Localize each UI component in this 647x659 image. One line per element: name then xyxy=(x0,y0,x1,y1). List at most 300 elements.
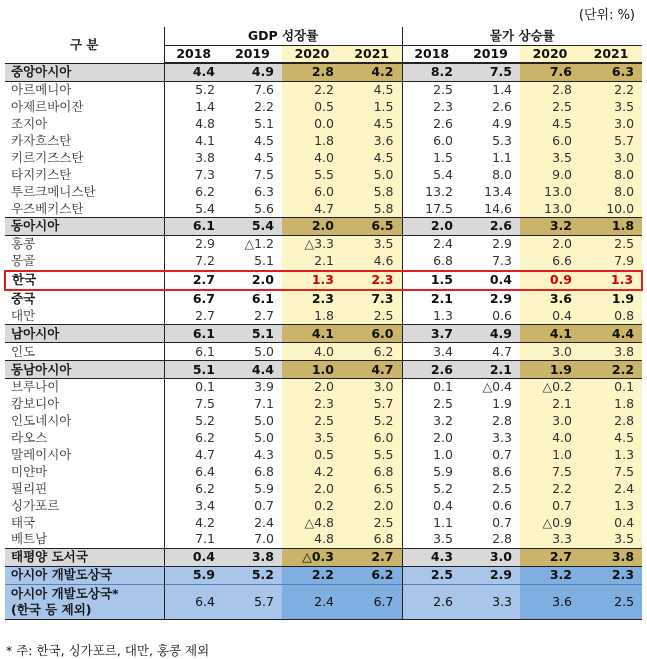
row-label: 캄보디아 xyxy=(5,396,164,413)
value-cell: 3.6 xyxy=(342,133,402,150)
row-label: 키르기즈스탄 xyxy=(5,149,164,166)
value-cell: 0.1 xyxy=(195,379,215,395)
value-cell: 0.0 xyxy=(282,116,342,133)
table-row xyxy=(5,396,642,413)
value-cell: 2.6 xyxy=(433,116,453,132)
table-row xyxy=(5,413,642,430)
value-cell: 2.0 xyxy=(282,379,342,396)
table-row xyxy=(5,271,642,290)
value-cell: 5.2 xyxy=(342,413,402,430)
value-cell: 0.1 xyxy=(580,379,642,396)
value-cell: 3.8 xyxy=(195,149,215,165)
value-cell: 2.9 xyxy=(492,236,512,252)
value-cell: 5.9 xyxy=(164,566,223,584)
value-cell: 0.1 xyxy=(433,379,453,395)
value-cell: 5.9 xyxy=(254,480,274,496)
value-cell: 3.3 xyxy=(492,430,512,446)
value-cell: 6.1 xyxy=(164,218,223,236)
value-cell: 2.7 xyxy=(520,548,580,566)
row-label: 싱가포르 xyxy=(5,497,164,514)
value-cell: 3.7 xyxy=(402,325,461,343)
value-cell: 8.0 xyxy=(580,166,642,183)
value-cell: 6.8 xyxy=(433,253,453,269)
value-cell: 2.9 xyxy=(461,566,520,584)
value-cell: 4.9 xyxy=(461,325,520,343)
value-cell: 5.1 xyxy=(164,361,223,379)
value-cell: 6.2 xyxy=(195,480,215,496)
value-cell: 3.2 xyxy=(520,218,580,236)
row-label: 라오스 xyxy=(5,430,164,447)
value-cell: 4.8 xyxy=(195,116,215,132)
value-cell: 5.7 xyxy=(223,584,282,619)
table-row xyxy=(5,531,642,548)
row-label: 미얀마 xyxy=(5,463,164,480)
value-cell: 1.3 xyxy=(580,271,642,290)
value-cell: 10.0 xyxy=(580,200,642,217)
growth-inflation-table-wrapper xyxy=(4,27,641,620)
value-cell: 5.3 xyxy=(492,133,512,148)
table-row xyxy=(5,166,642,183)
table-row xyxy=(5,81,642,98)
value-cell: 4.3 xyxy=(254,447,274,463)
value-cell: 2.2 xyxy=(520,480,580,497)
value-cell: 0.6 xyxy=(492,497,512,513)
value-cell: △4.8 xyxy=(282,514,342,531)
row-label: 말레이시아 xyxy=(5,447,164,464)
table-group-row xyxy=(5,63,642,81)
value-cell: 7.5 xyxy=(195,396,215,412)
footnote: * 주: 한국, 싱가포르, 대만, 홍콩 제외 xyxy=(6,643,210,658)
value-cell: 3.3 xyxy=(520,531,580,548)
value-cell: 3.6 xyxy=(520,290,580,308)
table-row xyxy=(5,183,642,200)
value-cell: 0.4 xyxy=(580,514,642,531)
value-cell: 2.0 xyxy=(282,218,342,236)
value-cell: 5.1 xyxy=(223,325,282,343)
value-cell: 6.3 xyxy=(254,183,274,199)
value-cell: 2.7 xyxy=(164,271,223,290)
value-cell: 2.1 xyxy=(461,361,520,379)
table-group-row xyxy=(5,325,642,343)
table-group-row xyxy=(5,566,642,584)
table-row xyxy=(5,307,642,324)
row-label: 한국 xyxy=(5,271,164,290)
value-cell: 6.6 xyxy=(520,253,580,271)
value-cell: 4.7 xyxy=(492,343,512,359)
value-cell: 2.7 xyxy=(195,307,215,323)
row-label: 태평양 도서국 xyxy=(5,548,164,566)
value-cell: 5.6 xyxy=(254,200,274,216)
value-cell: 4.7 xyxy=(195,447,215,463)
table-group-row xyxy=(5,584,642,619)
value-cell: △0.2 xyxy=(520,379,580,396)
value-cell: 3.5 xyxy=(342,235,402,252)
value-cell: 1.5 xyxy=(433,149,453,165)
value-cell: 2.8 xyxy=(492,413,512,429)
value-cell: 5.8 xyxy=(342,183,402,200)
value-cell: 5.5 xyxy=(342,447,402,464)
table-row xyxy=(5,447,642,464)
value-cell: 1.0 xyxy=(282,361,342,379)
value-cell: 2.3 xyxy=(342,271,402,290)
value-cell: 3.2 xyxy=(433,413,453,429)
value-cell: 5.2 xyxy=(195,82,215,98)
value-cell: 1.5 xyxy=(342,99,402,116)
value-cell: 1.5 xyxy=(402,271,461,290)
value-cell: 2.8 xyxy=(492,531,512,547)
table-row xyxy=(5,133,642,150)
value-cell: 2.5 xyxy=(492,480,512,496)
table-group-row xyxy=(5,548,642,566)
value-cell: 0.4 xyxy=(520,307,580,324)
value-cell: 17.5 xyxy=(425,200,453,216)
value-cell: 1.1 xyxy=(433,514,453,530)
row-label: 아시아 개발도상국 xyxy=(5,566,164,584)
value-cell: 1.1 xyxy=(492,149,512,165)
table-row xyxy=(5,379,642,396)
value-cell: 3.8 xyxy=(580,343,642,361)
value-cell: 6.2 xyxy=(195,430,215,446)
value-cell: 0.8 xyxy=(580,307,642,324)
year-header: 2021 xyxy=(580,46,642,64)
value-cell: 2.3 xyxy=(282,396,342,413)
value-cell: 1.0 xyxy=(520,447,580,464)
value-cell: △0.3 xyxy=(282,548,342,566)
value-cell: 2.2 xyxy=(580,81,642,98)
value-cell: 2.9 xyxy=(195,236,215,252)
value-cell: 2.1 xyxy=(282,253,342,271)
value-cell: 4.0 xyxy=(282,343,342,361)
value-cell: 1.3 xyxy=(580,497,642,514)
value-cell: 1.9 xyxy=(492,396,512,412)
row-label: 중앙아시아 xyxy=(5,63,164,81)
value-cell: 3.2 xyxy=(520,566,580,584)
value-cell: △3.3 xyxy=(282,235,342,252)
value-cell: 0.4 xyxy=(433,497,453,513)
value-cell: 0.4 xyxy=(461,271,520,290)
row-label: 투르크메니스탄 xyxy=(5,183,164,200)
value-cell: 8.2 xyxy=(402,63,461,81)
value-cell: 2.2 xyxy=(282,566,342,584)
value-cell: 6.4 xyxy=(195,463,215,479)
value-cell: 5.4 xyxy=(433,166,453,182)
value-cell: 4.5 xyxy=(342,81,402,98)
value-cell: 2.2 xyxy=(282,81,342,98)
value-cell: 0.7 xyxy=(520,497,580,514)
table-row xyxy=(5,343,642,361)
value-cell: 1.3 xyxy=(282,271,342,290)
value-cell: 7.1 xyxy=(254,396,274,412)
value-cell: 6.7 xyxy=(342,584,402,619)
value-cell: 1.9 xyxy=(520,361,580,379)
row-label: 홍콩 xyxy=(5,235,164,252)
value-cell: 3.3 xyxy=(461,584,520,619)
value-cell: 6.8 xyxy=(342,531,402,548)
value-cell: 7.6 xyxy=(254,82,274,98)
value-cell: 4.7 xyxy=(282,200,342,217)
value-cell: 3.4 xyxy=(433,343,453,359)
value-cell: 5.2 xyxy=(195,413,215,429)
value-cell: 4.2 xyxy=(195,514,215,530)
value-cell: 2.5 xyxy=(520,99,580,116)
value-cell: 4.4 xyxy=(580,325,642,343)
value-cell: 3.5 xyxy=(520,149,580,166)
value-cell: 3.0 xyxy=(520,413,580,430)
value-cell: 3.0 xyxy=(580,149,642,166)
value-cell: 3.0 xyxy=(520,343,580,361)
value-cell: △1.2 xyxy=(244,236,274,252)
value-cell: 13.4 xyxy=(484,183,512,199)
table-row xyxy=(5,116,642,133)
value-cell: 2.4 xyxy=(254,514,274,530)
value-cell: 13.0 xyxy=(520,183,580,200)
value-cell: 2.4 xyxy=(580,480,642,497)
value-cell: 6.2 xyxy=(195,183,215,199)
value-cell: 0.6 xyxy=(492,307,512,323)
value-cell: 3.8 xyxy=(223,548,282,566)
value-cell: 4.5 xyxy=(520,116,580,133)
value-cell: 6.2 xyxy=(342,566,402,584)
value-cell: 1.3 xyxy=(433,307,453,323)
value-cell: 7.3 xyxy=(492,253,512,269)
value-cell: 0.7 xyxy=(492,514,512,530)
value-cell: 2.5 xyxy=(282,413,342,430)
value-cell: 2.5 xyxy=(402,566,461,584)
value-cell: 2.7 xyxy=(254,307,274,323)
value-cell: 5.1 xyxy=(254,253,274,269)
value-cell: 2.6 xyxy=(492,99,512,115)
row-label: 인도네시아 xyxy=(5,413,164,430)
table-row xyxy=(5,514,642,531)
year-header: 2021 xyxy=(342,46,402,64)
value-cell: 2.5 xyxy=(580,584,642,619)
value-cell: 4.5 xyxy=(254,149,274,165)
value-cell: 2.6 xyxy=(402,584,461,619)
row-label: 동아시아 xyxy=(5,218,164,236)
value-cell: 3.5 xyxy=(282,430,342,447)
value-cell: 13.0 xyxy=(520,200,580,217)
row-label xyxy=(5,584,164,619)
value-cell: 2.1 xyxy=(520,396,580,413)
value-cell: 4.5 xyxy=(580,430,642,447)
value-cell: 3.0 xyxy=(461,548,520,566)
row-label: 우즈베키스탄 xyxy=(5,200,164,217)
value-cell: 6.2 xyxy=(342,343,402,361)
value-cell: 6.1 xyxy=(195,343,215,359)
unit-label: (단위: %) xyxy=(578,8,635,23)
value-cell: 4.3 xyxy=(402,548,461,566)
year-header: 2019 xyxy=(461,46,520,64)
table-row xyxy=(5,149,642,166)
growth-inflation-table xyxy=(4,27,643,620)
value-cell: 2.9 xyxy=(489,291,512,307)
row-label: 인도 xyxy=(5,343,164,361)
value-cell: 6.4 xyxy=(164,584,223,619)
table-row xyxy=(5,253,642,271)
value-cell: 6.1 xyxy=(164,325,223,343)
value-cell: 4.5 xyxy=(342,149,402,166)
value-cell: 3.6 xyxy=(520,584,580,619)
value-cell: 5.9 xyxy=(433,463,453,479)
value-cell: 0.7 xyxy=(492,447,512,463)
value-cell: 9.0 xyxy=(520,166,580,183)
value-cell: 2.8 xyxy=(520,81,580,98)
value-cell: 2.7 xyxy=(342,548,402,566)
value-cell: 1.4 xyxy=(492,82,512,98)
value-cell: 2.4 xyxy=(282,584,342,619)
value-cell: 6.0 xyxy=(342,430,402,447)
value-cell: 8.6 xyxy=(492,463,512,479)
value-cell: 7.1 xyxy=(195,531,215,547)
value-cell: 3.5 xyxy=(580,99,642,116)
value-cell: 4.0 xyxy=(282,149,342,166)
row-label-line: 아시아 개발도상국* xyxy=(11,585,119,601)
value-cell: 2.2 xyxy=(580,361,642,379)
row-label: 남아시아 xyxy=(5,325,164,343)
value-cell: △0.9 xyxy=(520,514,580,531)
value-cell: 1.9 xyxy=(580,290,642,308)
row-label: 필리핀 xyxy=(5,480,164,497)
row-label: 동남아시아 xyxy=(5,361,164,379)
value-cell: 1.4 xyxy=(195,99,215,115)
value-cell: 8.0 xyxy=(492,166,512,182)
value-cell: 5.0 xyxy=(254,430,274,446)
value-cell: 4.9 xyxy=(492,116,512,132)
year-header: 2020 xyxy=(520,46,580,64)
value-cell: 13.2 xyxy=(425,183,453,199)
value-cell: 8.0 xyxy=(580,183,642,200)
value-cell: 7.5 xyxy=(520,463,580,480)
table-row xyxy=(5,99,642,116)
value-cell: 5.2 xyxy=(433,480,453,496)
table-row xyxy=(5,235,642,252)
value-cell: 2.1 xyxy=(430,291,453,307)
value-cell: 2.0 xyxy=(223,271,282,290)
year-header: 2020 xyxy=(282,46,342,64)
table-row xyxy=(5,497,642,514)
value-cell: 4.6 xyxy=(342,253,402,271)
value-cell: 3.0 xyxy=(580,116,642,133)
value-cell: 4.4 xyxy=(223,361,282,379)
value-cell: 2.0 xyxy=(402,218,461,236)
value-cell: 4.0 xyxy=(520,430,580,447)
value-cell: 1.3 xyxy=(580,447,642,464)
value-cell: 6.3 xyxy=(580,63,642,81)
row-label-line: (한국 등 제외) xyxy=(11,601,92,617)
table-row xyxy=(5,463,642,480)
value-cell: 5.8 xyxy=(342,200,402,217)
value-cell: 3.0 xyxy=(342,379,402,396)
value-cell: 6.0 xyxy=(433,133,453,148)
gdp-header: GDP 성장률 xyxy=(164,27,402,46)
value-cell: 1.8 xyxy=(580,396,642,413)
row-label: 카자흐스탄 xyxy=(5,133,164,150)
value-cell: 2.0 xyxy=(282,480,342,497)
value-cell: 6.5 xyxy=(342,480,402,497)
value-cell: 4.5 xyxy=(254,133,274,148)
value-cell: 3.5 xyxy=(580,531,642,548)
row-label: 브루나이 xyxy=(5,379,164,396)
row-label: 아제르바이잔 xyxy=(5,99,164,116)
value-cell: 2.4 xyxy=(433,236,453,252)
value-cell: 0.4 xyxy=(164,548,223,566)
year-header: 2018 xyxy=(402,46,461,64)
table-row xyxy=(5,480,642,497)
value-cell: 7.2 xyxy=(195,253,215,269)
value-cell: 4.5 xyxy=(342,116,402,133)
row-label: 몽골 xyxy=(5,253,164,271)
value-cell: 14.6 xyxy=(484,200,512,216)
table-row xyxy=(5,430,642,447)
row-label: 베트남 xyxy=(5,531,164,548)
value-cell: 4.2 xyxy=(342,63,402,81)
row-label: 태국 xyxy=(5,514,164,531)
value-cell: 5.7 xyxy=(342,396,402,413)
value-cell: 2.8 xyxy=(282,63,342,81)
value-cell: 7.3 xyxy=(195,166,215,182)
value-cell: 2.5 xyxy=(580,235,642,252)
category-header: 구 분 xyxy=(5,27,164,63)
value-cell: 2.5 xyxy=(342,514,402,531)
value-cell: 0.7 xyxy=(254,497,274,513)
value-cell: 2.5 xyxy=(433,396,453,412)
value-cell: 2.3 xyxy=(580,566,642,584)
value-cell: 5.7 xyxy=(580,133,642,150)
value-cell: 5.4 xyxy=(223,218,282,236)
value-cell: 1.8 xyxy=(580,218,642,236)
row-label: 아르메니아 xyxy=(5,81,164,98)
value-cell: 4.2 xyxy=(282,463,342,480)
value-cell: 0.5 xyxy=(282,447,342,464)
value-cell: 2.2 xyxy=(254,99,274,115)
value-cell: 2.5 xyxy=(433,82,453,98)
value-cell: 5.4 xyxy=(195,200,215,216)
row-label: 타지키스탄 xyxy=(5,166,164,183)
value-cell: 6.1 xyxy=(251,291,274,307)
value-cell: 3.9 xyxy=(254,379,274,395)
row-label: 중국 xyxy=(5,290,164,308)
year-header: 2018 xyxy=(164,46,223,64)
year-header: 2019 xyxy=(223,46,282,64)
value-cell: 1.8 xyxy=(282,307,342,324)
value-cell: 2.5 xyxy=(342,307,402,324)
table-row xyxy=(5,200,642,217)
value-cell: 6.7 xyxy=(192,291,215,307)
value-cell: 7.5 xyxy=(580,463,642,480)
value-cell: 0.5 xyxy=(282,99,342,116)
cpi-header: 물가 상승률 xyxy=(402,27,642,46)
value-cell: 2.3 xyxy=(282,290,342,308)
value-cell: 1.0 xyxy=(433,447,453,463)
value-cell: 7.0 xyxy=(254,531,274,547)
value-cell: 7.5 xyxy=(461,63,520,81)
value-cell: 4.1 xyxy=(282,325,342,343)
value-cell: 7.6 xyxy=(520,63,580,81)
value-cell: 5.5 xyxy=(282,166,342,183)
value-cell: 2.6 xyxy=(402,361,461,379)
value-cell: 5.0 xyxy=(342,166,402,183)
value-cell: 4.8 xyxy=(282,531,342,548)
value-cell: 6.5 xyxy=(342,218,402,236)
value-cell: 6.8 xyxy=(254,463,274,479)
value-cell: 2.6 xyxy=(461,218,520,236)
value-cell: 5.1 xyxy=(254,116,274,132)
value-cell: 7.9 xyxy=(580,253,642,271)
table-group-row xyxy=(5,361,642,379)
value-cell: 5.2 xyxy=(223,566,282,584)
value-cell: 5.0 xyxy=(254,343,274,359)
value-cell: 3.4 xyxy=(195,497,215,513)
